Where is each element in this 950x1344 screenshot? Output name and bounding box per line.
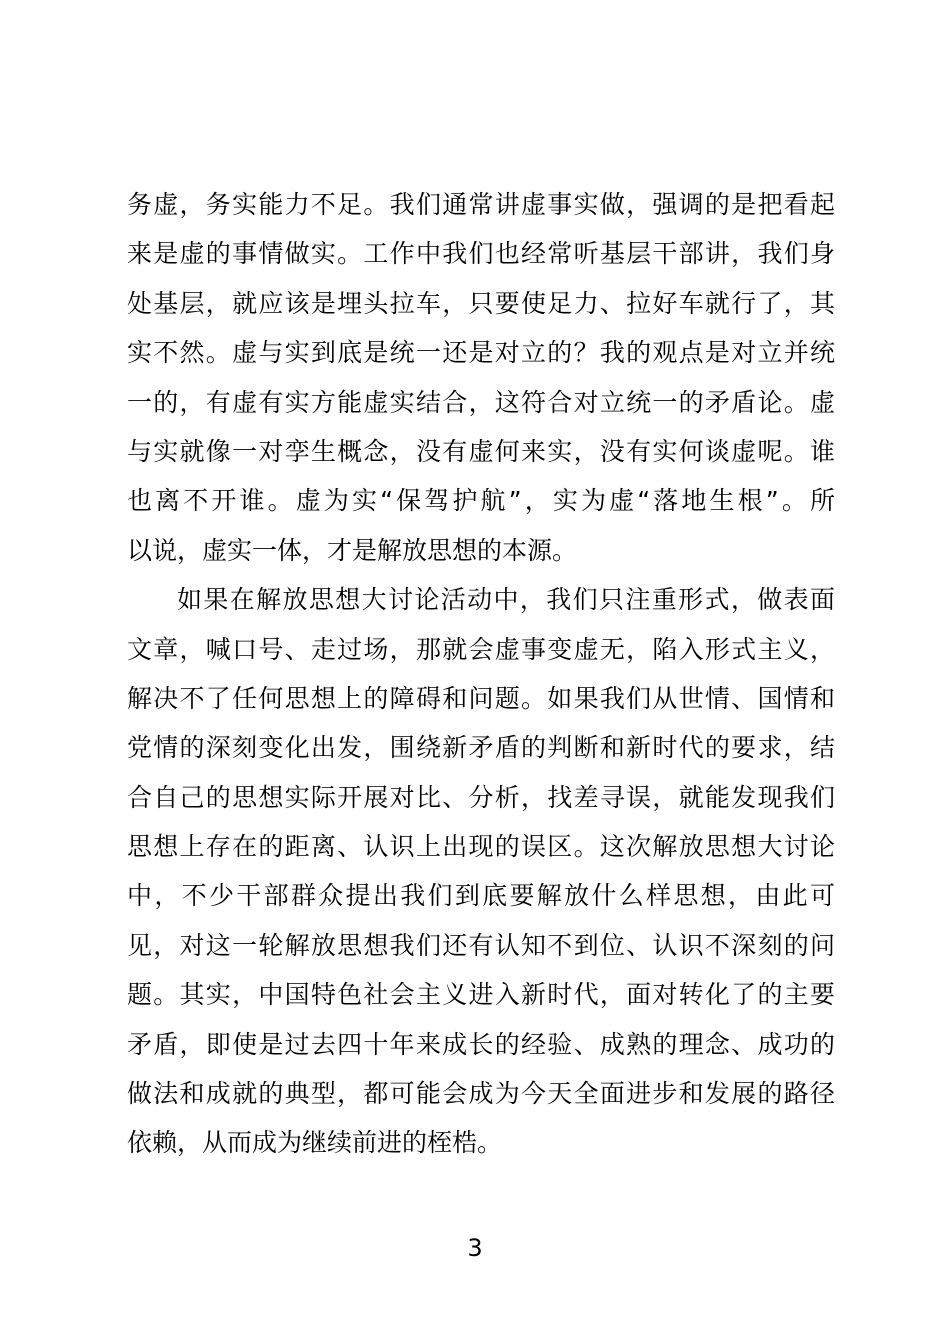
text-line: 解决不了任何思想上的障碍和问题。如果我们从世情、国情和 [127,683,835,713]
text-line: 一的，有虚有实方能虚实结合，这符合对立统一的矛盾论。虚 [127,387,835,417]
text-line: 依赖，从而成为继续前进的桎梏。 [127,1128,503,1158]
text-line: 务虚，务实能力不足。我们通常讲虚事实做，强调的是把看起 [127,190,835,219]
page-number: 3 [467,1234,483,1262]
text-line: 文章，喊口号、走过场，那就会虚事变虚无，陷入形式主义， [127,634,835,664]
text-line: 与实就像一对孪生概念，没有虚何来实，没有实何谈虚呢。谁 [127,436,835,466]
text-line: 中，不少干部群众提出我们到底要解放什么样思想，由此可 [127,881,835,911]
text-line: 以说，虚实一体，才是解放思想的本源。 [127,535,578,565]
text-line: 也离不开谁。虚为实“保驾护航”，实为虚“落地生根”。所 [127,486,835,516]
text-line: 如果在解放思想大讨论活动中，我们只注重形式，做表面 [177,585,835,615]
text-line: 党情的深刻变化出发，围绕新矛盾的判断和新时代的要求，结 [127,733,835,763]
text-line: 做法和成就的典型，都可能会成为今天全面进步和发展的路径 [127,1079,835,1109]
text-line: 见，对这一轮解放思想我们还有认知不到位、认识不深刻的问 [127,930,835,960]
body-text [127,180,835,1168]
text-line: 矛盾，即使是过去四十年来成长的经验、成熟的理念、成功的 [127,1029,835,1059]
text-line: 题。其实，中国特色社会主义进入新时代，面对转化了的主要 [127,980,835,1010]
paragraph-1 [127,180,835,575]
text-line: 实不然。虚与实到底是统一还是对立的？我的观点是对立并统 [127,338,835,368]
text-line: 处基层，就应该是埋头拉车，只要使足力、拉好车就行了，其 [127,288,835,318]
text-line: 合自己的思想实际开展对比、分析，找差寻误，就能发现我们 [127,782,835,812]
paragraph-2 [127,575,835,1168]
text-line: 来是虚的事情做实。工作中我们也经常听基层干部讲，我们身 [127,239,835,269]
text-line: 思想上存在的距离、认识上出现的误区。这次解放思想大讨论 [127,832,835,862]
